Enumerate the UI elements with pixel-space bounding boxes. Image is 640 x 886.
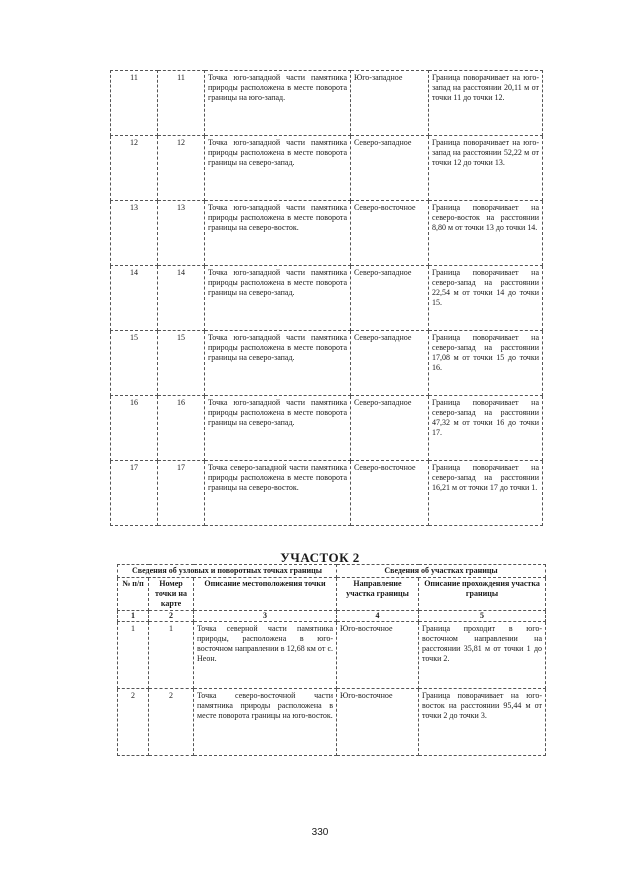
table-column-header-row	[118, 578, 546, 611]
column-header-segment-description: Описание прохождения участка границы	[419, 578, 546, 611]
segment-description: Граница поворачивает на юго-запад на расстоянии 52,22 м от точки 12 до точки 13.	[429, 136, 543, 201]
column-index: 1	[118, 611, 149, 622]
row-number: 11	[111, 71, 158, 136]
table-row	[111, 396, 543, 461]
column-index: 5	[419, 611, 546, 622]
segment-direction: Юго-западное	[351, 71, 429, 136]
segment-direction: Северо-восточное	[351, 461, 429, 526]
segment-direction: Юго-восточное	[337, 689, 419, 756]
table-group-header-row	[118, 565, 546, 578]
section-title: УЧАСТОК 2	[280, 550, 360, 565]
row-number: 12	[111, 136, 158, 201]
table-row	[111, 71, 543, 136]
map-point-number: 1	[149, 622, 194, 689]
segment-description: Граница поворачивает на юго-восток на расстоянии 95,44 м от точки 2 до точки 3.	[419, 689, 546, 756]
segment-description: Граница поворачивает на северо-запад на расстоянии 16,21 м от точки 17 до точки 1.	[429, 461, 543, 526]
table-row	[111, 461, 543, 526]
segment-direction: Северо-западное	[351, 396, 429, 461]
map-point-number: 17	[158, 461, 205, 526]
group-header-points: Сведения об узловых и поворотных точках границы	[118, 565, 337, 578]
boundary-points-table-part2	[117, 564, 546, 756]
point-description: Точка юго-западной части памятника природы расположена в месте поворота границы на юго-запад.	[205, 71, 351, 136]
row-number: 15	[111, 331, 158, 396]
column-index: 4	[337, 611, 419, 622]
point-description: Точка юго-западной части памятника природы расположена в месте поворота границы на северо-восток.	[205, 201, 351, 266]
row-number: 1	[118, 622, 149, 689]
row-number: 2	[118, 689, 149, 756]
table-row	[111, 201, 543, 266]
segment-description: Граница поворачивает на северо-запад на расстоянии 17,08 м от точки 15 до точки 16.	[429, 331, 543, 396]
segment-direction: Северо-западное	[351, 331, 429, 396]
table-row	[118, 622, 546, 689]
point-description: Точка юго-западной части памятника природы расположена в месте поворота границы на северо-запад.	[205, 331, 351, 396]
table-row	[111, 136, 543, 201]
row-number: 17	[111, 461, 158, 526]
row-number: 14	[111, 266, 158, 331]
map-point-number: 15	[158, 331, 205, 396]
segment-direction: Юго-восточное	[337, 622, 419, 689]
map-point-number: 11	[158, 71, 205, 136]
column-index-row	[118, 611, 546, 622]
segment-description: Граница поворачивает на северо-запад на расстоянии 22,54 м от точки 14 до точки 15.	[429, 266, 543, 331]
map-point-number: 14	[158, 266, 205, 331]
group-header-segments: Сведения об участках границы	[337, 565, 546, 578]
map-point-number: 2	[149, 689, 194, 756]
column-index: 2	[149, 611, 194, 622]
row-number: 13	[111, 201, 158, 266]
map-point-number: 16	[158, 396, 205, 461]
segment-description: Граница поворачивает на северо-восток на расстоянии 8,80 м от точки 13 до точки 14.	[429, 201, 543, 266]
point-description: Точка юго-западной части памятника природы расположена в месте поворота границы на северо-запад.	[205, 266, 351, 331]
point-description: Точка юго-западной части памятника природы расположена в месте поворота границы на северо-запад.	[205, 136, 351, 201]
segment-direction: Северо-западное	[351, 136, 429, 201]
column-header-number: № п/п	[118, 578, 149, 611]
point-description: Точка юго-западной части памятника природы расположена в месте поворота границы на северо-запад.	[205, 396, 351, 461]
point-description: Точка северной части памятника природы, расположена в юго-восточном направлении в 12,68 км от с. Неон.	[194, 622, 337, 689]
segment-direction: Северо-западное	[351, 266, 429, 331]
column-header-point-description: Описание местоположения точки	[194, 578, 337, 611]
page-number: 330	[311, 827, 329, 838]
table-row	[111, 266, 543, 331]
map-point-number: 13	[158, 201, 205, 266]
column-header-direction: Направление участка границы	[337, 578, 419, 611]
segment-direction: Северо-восточное	[351, 201, 429, 266]
point-description: Точка северо-восточной части памятника природы расположена в месте поворота границы на юго-восток.	[194, 689, 337, 756]
table-row	[111, 331, 543, 396]
segment-description: Граница проходит в юго-восточном направлении на расстоянии 35,81 м от точки 1 до точки 2.	[419, 622, 546, 689]
row-number: 16	[111, 396, 158, 461]
point-description: Точка северо-западной части памятника природы расположена в месте поворота границы на северо-восток.	[205, 461, 351, 526]
column-index: 3	[194, 611, 337, 622]
segment-description: Граница поворачивает на северо-запад на расстоянии 47,32 м от точки 16 до точки 17.	[429, 396, 543, 461]
boundary-points-table-part1	[110, 70, 543, 526]
column-header-map-point: Номер точки на карте	[149, 578, 194, 611]
map-point-number: 12	[158, 136, 205, 201]
segment-description: Граница поворачивает на юго-запад на расстоянии 20,11 м от точки 11 до точки 12.	[429, 71, 543, 136]
table-row	[118, 689, 546, 756]
